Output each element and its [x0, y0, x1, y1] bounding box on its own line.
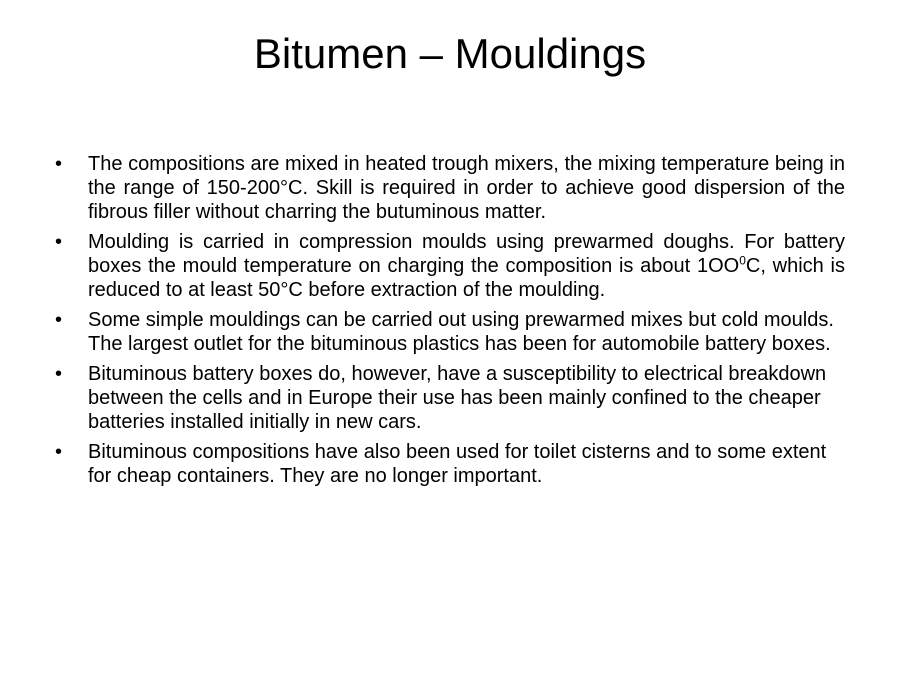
slide-title: Bitumen – Mouldings [253, 30, 647, 77]
bullet-item-battery-boxes [55, 362, 845, 434]
bullet-text-superscript: 0 [739, 253, 746, 268]
bullet-glyph: • [55, 309, 63, 331]
bullet-item-simple-mouldings [55, 308, 845, 356]
bullet-text: Some simple mouldings can be carried out using prewarmed mixes but cold moulds. The largest outlet for the bituminous plastics has been for automobile battery boxes. [88, 309, 834, 355]
bullet-item-moulding [55, 230, 845, 302]
bullet-glyph: • [55, 231, 63, 253]
bullet-text-before: Moulding is carried in compression moulds using prewarmed doughs. For battery boxes the mould temperature on charging the composition is about 1OO [88, 231, 845, 277]
bullet-glyph: • [55, 441, 63, 463]
bullet-glyph: • [55, 153, 63, 175]
bullet-text-after: C, which is reduced to at least 50°C before extraction of the moulding. [88, 255, 845, 301]
bullet-item-cisterns [55, 440, 845, 488]
bullet-text: The compositions are mixed in heated trough mixers, the mixing temperature being in the range of 150-200°C. Skill is required in order to achieve good dispersion of the fibrous filler without charring the butuminous matter. [88, 153, 845, 223]
bullet-list [55, 152, 845, 494]
bullet-text: Bituminous compositions have also been used for toilet cisterns and to some extent for cheap containers. They are no longer important. [88, 441, 827, 487]
bullet-text [88, 230, 845, 302]
bullet-item-mixing [55, 152, 845, 224]
bullet-glyph: • [55, 363, 63, 385]
bullet-text: Bituminous battery boxes do, however, have a susceptibility to electrical breakdown between the cells and in Europe their use has been mainly confined to the cheaper batteries installed initially in new cars. [88, 363, 827, 433]
